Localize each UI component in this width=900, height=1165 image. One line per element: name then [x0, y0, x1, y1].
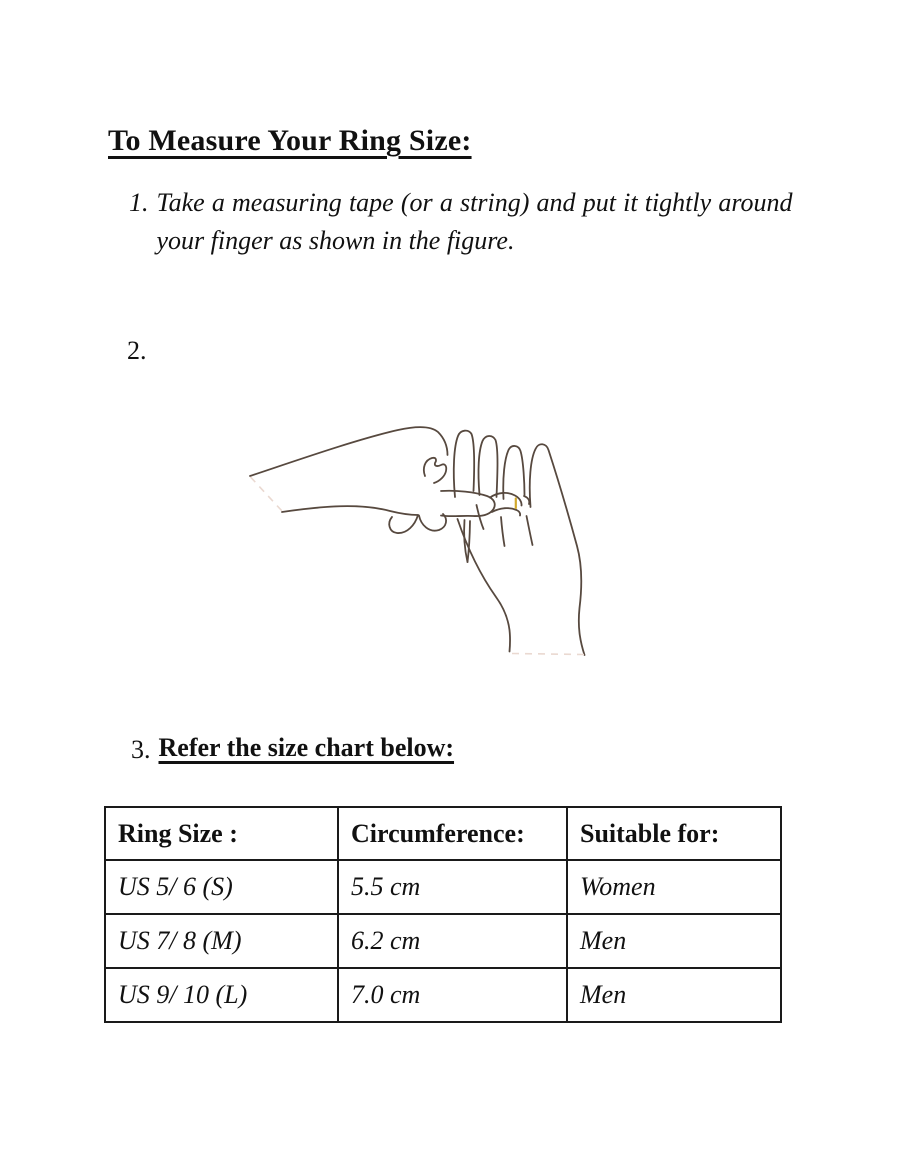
step-2 [127, 332, 155, 370]
cell-circumference: 5.5 cm [338, 860, 567, 914]
cell-suitable-for: Men [567, 914, 781, 968]
cell-circumference: 7.0 cm [338, 968, 567, 1022]
right-finger-2 [479, 436, 498, 497]
cell-ring-size: US 9/ 10 (L) [105, 968, 338, 1022]
left-arm-bottom-line [282, 506, 418, 515]
step-3 [131, 731, 454, 769]
table-header-row [105, 807, 781, 860]
table-row [105, 860, 781, 914]
tape-band-right [524, 496, 529, 504]
hand-measurement-figure [228, 408, 632, 693]
cell-circumference: 6.2 cm [338, 914, 567, 968]
finger-gap-line [477, 505, 484, 529]
step-1-number: 1. [129, 188, 149, 217]
curled-finger-1 [389, 515, 418, 533]
header-circumference: Circumference: [338, 807, 567, 860]
right-index-finger-and-hand-edge [530, 444, 585, 655]
cell-suitable-for: Women [567, 860, 781, 914]
hands-measuring-finger-illustration [228, 408, 632, 693]
cell-ring-size: US 7/ 8 (M) [105, 914, 338, 968]
thumb-line [424, 458, 446, 483]
table-row [105, 968, 781, 1022]
size-chart-heading: Refer the size chart below: [158, 733, 455, 762]
header-suitable-for: Suitable for: [567, 807, 781, 860]
step-1-text: Take a measuring tape (or a string) and put it tightly around your finger as shown in the figure. [156, 188, 793, 255]
right-finger-1 [454, 431, 474, 497]
step-1 [129, 184, 801, 260]
right-ring-finger [503, 446, 524, 499]
wrist-cut-edge-bottom [512, 654, 584, 655]
page-title: To Measure Your Ring Size: [108, 124, 472, 158]
right-hand-palm-edge [458, 519, 511, 652]
cell-ring-size: US 5/ 6 (S) [105, 860, 338, 914]
tape-band-lower [492, 508, 520, 515]
left-arm-top-line [250, 427, 448, 476]
step-2-number: 2. [127, 336, 147, 365]
header-ring-size: Ring Size : [105, 807, 338, 860]
ring-size-chart-table [104, 806, 782, 1023]
ring-finger-base-left [501, 517, 505, 546]
tape-end-line-2 [468, 521, 471, 562]
index-finger-line [441, 491, 495, 516]
wrist-cut-edge-left [251, 477, 283, 511]
table-row [105, 914, 781, 968]
cell-suitable-for: Men [567, 968, 781, 1022]
ring-finger-base-right [527, 516, 533, 545]
step-3-number: 3. [131, 735, 151, 764]
